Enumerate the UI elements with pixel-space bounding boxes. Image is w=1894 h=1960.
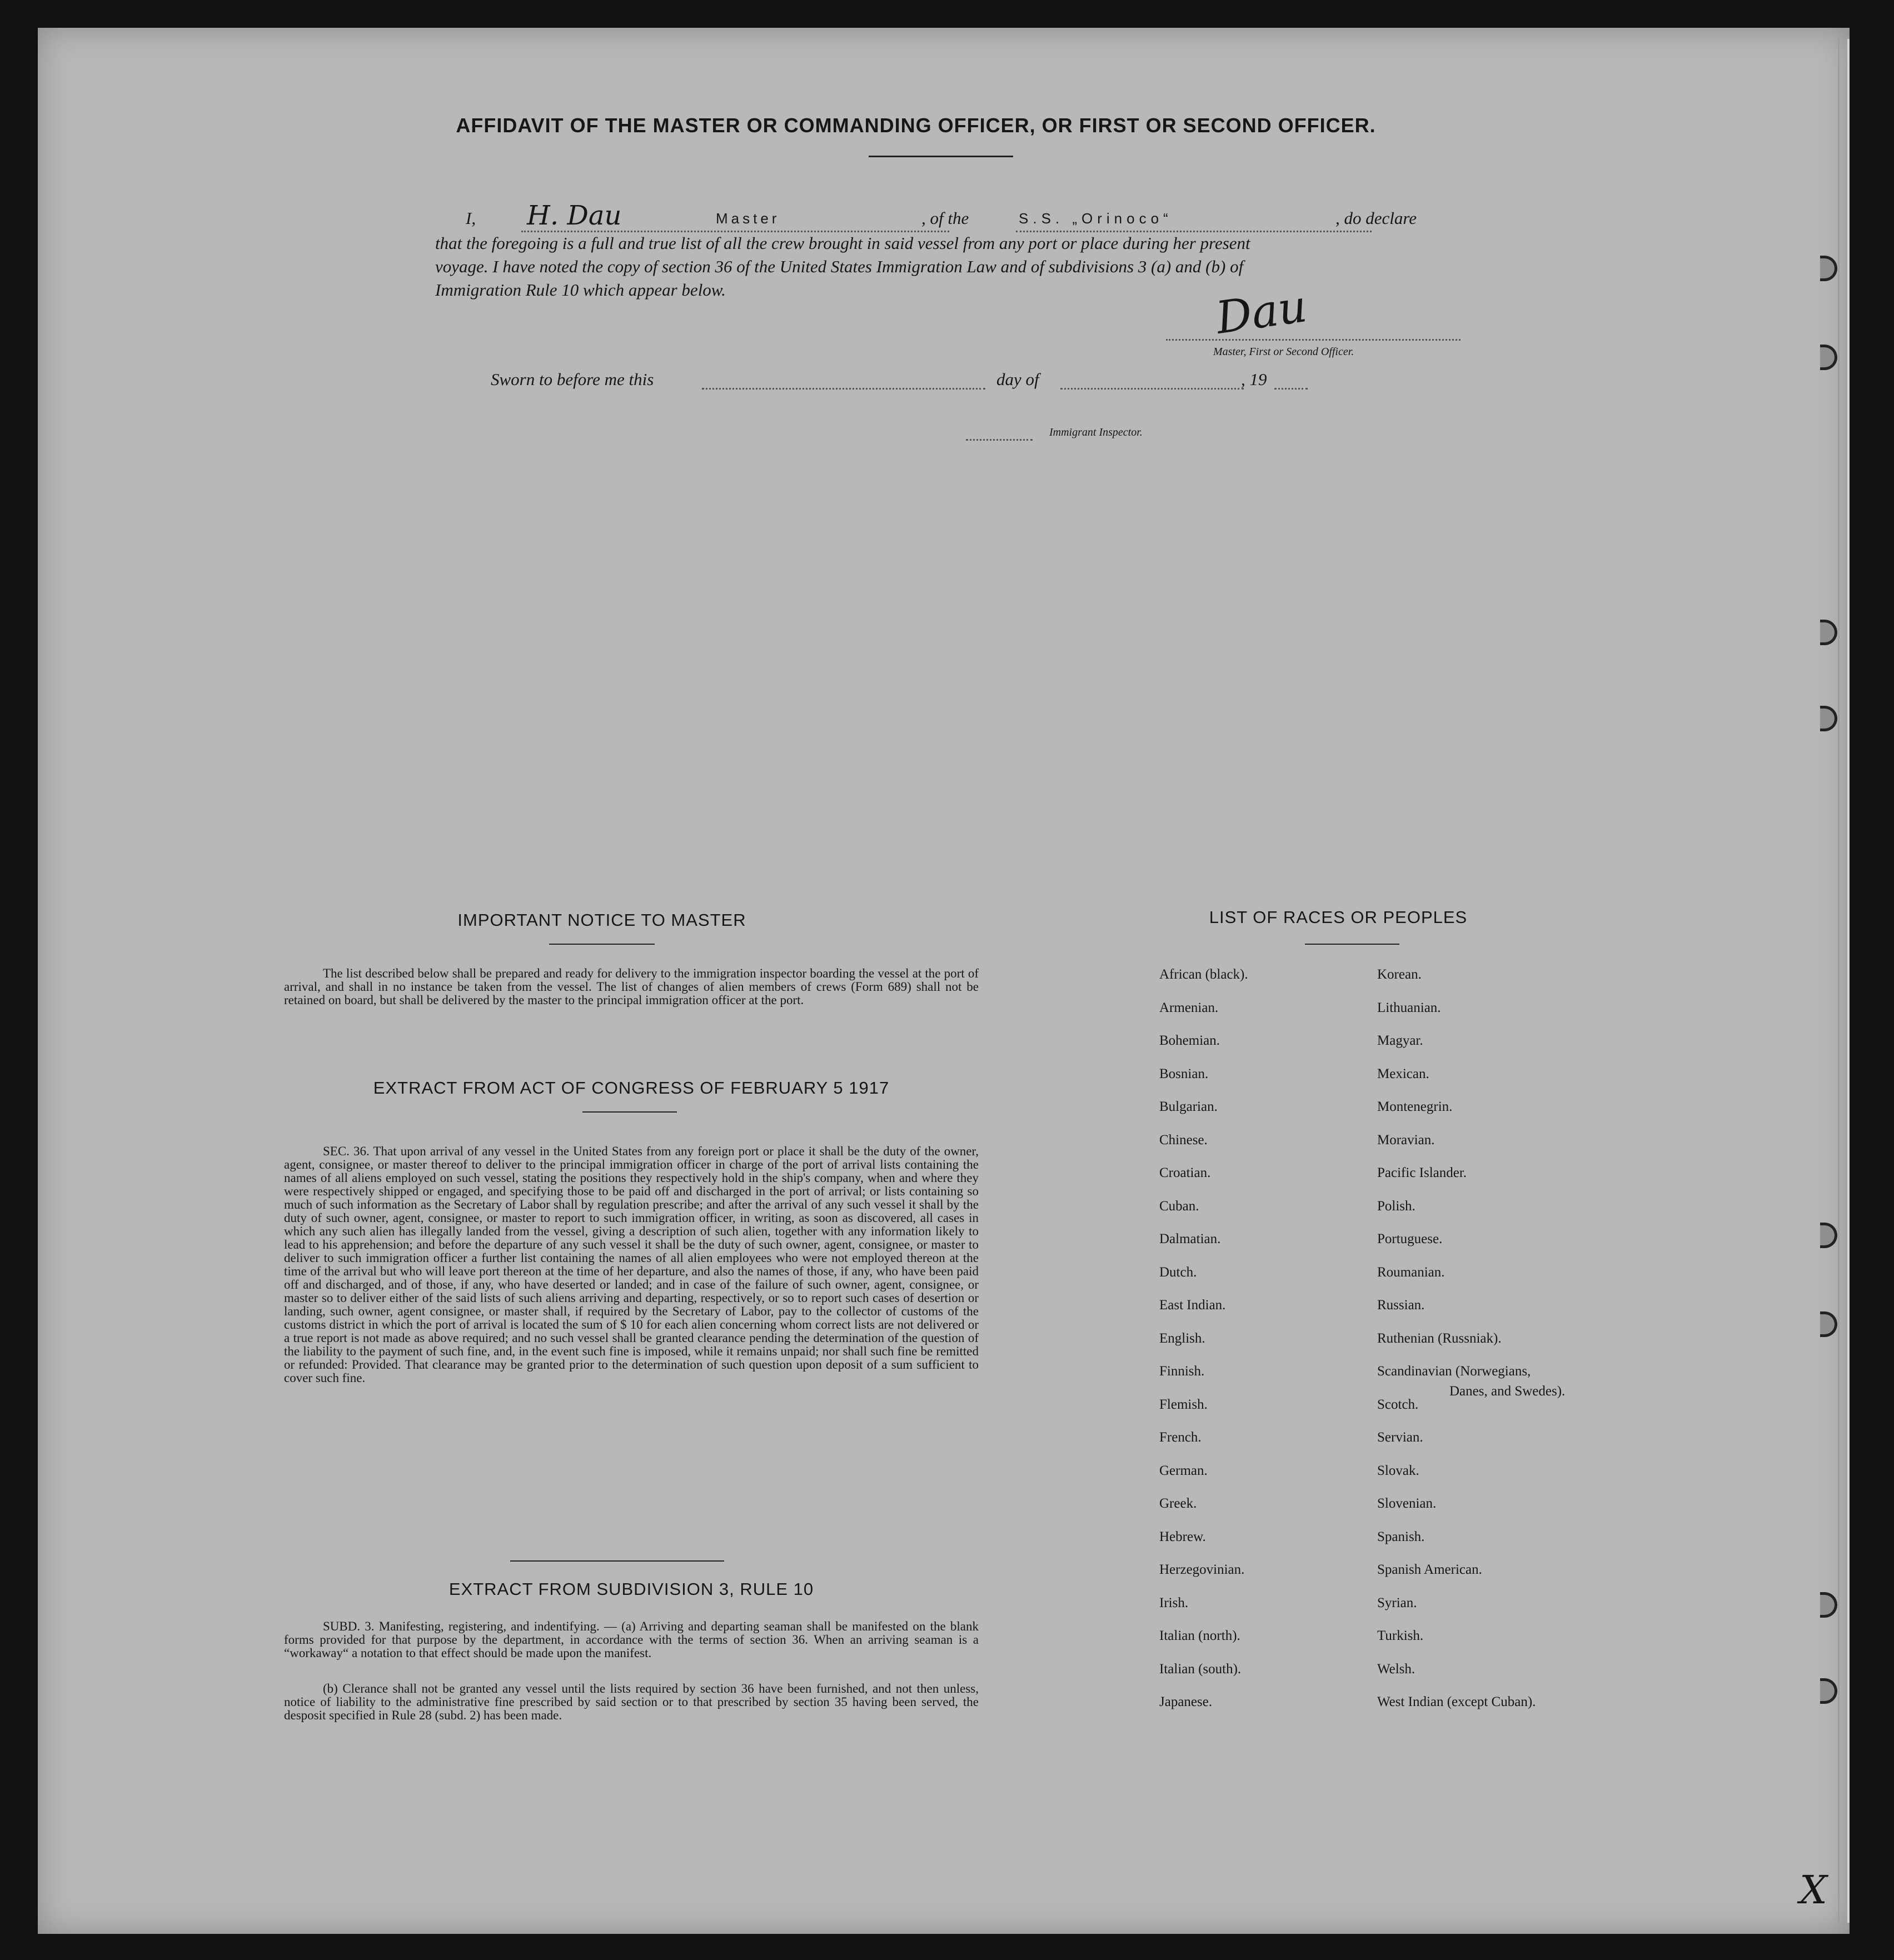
race-item: Montenegrin. — [1377, 1099, 1453, 1114]
rank-typed: Master — [716, 210, 780, 227]
race-item: Hebrew. — [1159, 1529, 1206, 1544]
extract-act-text: SEC. 36. That upon arrival of any vessel in the United States from any foreign port or place it shall be the duty of the owner, agent, consignee, or master thereof to deliver to the principal immigration officer in charge of the port of arrival lists containing the names of all aliens employed on such vessel, stating the positions they respectively hold in the ship's company, when and where they were respectively shipped or engaged, and specifying those to be paid off and discharged in the port of arrival; or lists containing so much of such information as the Secretary of Labor shall by regulation prescribe; and after the arrival of any such vessel it shall by the duty of such owner, agent, consignee, or master to report to such immigration officer, in writing, as soon as discovered, all cases in which any such alien has illegally landed from the vessel, giving a description of such alien, together with any information likely to lead to his apprehension; and before the departure of any such vessel it shall be the duty of such owner, agent, consignee, or master to deliver to such immigration officer a further list containing the names of all alien employees who were not employed thereon at the time of the arrival but who will leave port thereon at the time of her departure, and also the names of those, if any, who have been paid off and discharged, and of those, if any, who have deserted or landed; and in case of the failure of such owner, agent, consignee, or master so to deliver either of the said lists of such aliens arriving and departing, respectively, or so to report such cases of desertion or landing, such owner, agent consignee, or master shall, if required by the Secretary of Labor, pay to the collector of customs of the customs district in which the port of arrival is located the sum of $ 10 for each alien concerning whom correct lists are not delivered or a true report is not made as above required; and no such vessel shall be granted clearance pending the determination of the question of the liability to the payment of such fine, and, in the event such fine is imposed, while it remains unpaid; nor shall such fine be remitted or refunded: Provided. That clearance may be granted prior to the determination of such question upon deposit of a sum sufficient to cover such fine. — [284, 1144, 979, 1385]
divider — [582, 1111, 677, 1113]
race-item: West Indian (except Cuban). — [1377, 1694, 1536, 1709]
blank-line — [1016, 231, 1372, 232]
affidavit-title: AFFIDAVIT OF THE MASTER OR COMMANDING OFFICER, OR FIRST OR SECOND OFFICER. — [456, 114, 1376, 137]
binder-hole — [1820, 706, 1837, 731]
race-item: Finnish. — [1159, 1364, 1205, 1379]
binder-hole — [1820, 1678, 1837, 1704]
race-item: Portuguese. — [1377, 1231, 1443, 1246]
race-item: Slovak. — [1377, 1463, 1419, 1478]
race-item: Bosnian. — [1159, 1066, 1209, 1081]
affidavit-line3: voyage. I have noted the copy of section 36 of the United States Immigration Law and of subdivisions 3 (a) and (b) of — [435, 257, 1244, 276]
extract-rule-text-b: (b) Clerance shall not be granted any vessel until the lists required by section 36 have been furnished, and not then unless, notice of liability to the administrative fine prescribed by said section or to that prescribed by section 35 having been served, the desposit specified in Rule 28 (subd. 2) has been made. — [284, 1682, 979, 1722]
extract-rule-text-a: SUBD. 3. Manifesting, registering, and indentifying. — (a) Arriving and departing seaman shall be manifested on the blank forms provided for that purpose by the department, in accordance with the terms of section 36. When an arriving seaman is a “workaway“ a notation to that effect should be made upon the manifest. — [284, 1619, 979, 1660]
race-item: Greek. — [1159, 1496, 1197, 1511]
affidavit-line2: that the foregoing is a full and true list of all the crew brought in said vessel from any port or place during her present — [435, 233, 1250, 253]
affidavit-line4: Immigration Rule 10 which appear below. — [435, 280, 726, 300]
inspector-caption: Immigrant Inspector. — [1049, 426, 1143, 438]
binder-hole — [1820, 1592, 1837, 1618]
sworn-month-blank — [1060, 388, 1244, 390]
races-title: LIST OF RACES OR PEOPLES — [1209, 907, 1468, 927]
race-item: Magyar. — [1377, 1033, 1423, 1048]
corner-mark: X — [1800, 1867, 1827, 1913]
declare-label: , do declare — [1335, 208, 1417, 228]
race-item: Dalmatian. — [1159, 1231, 1221, 1246]
race-item: Italian (north). — [1159, 1628, 1240, 1643]
binder-hole — [1820, 256, 1837, 281]
race-item: Japanese. — [1159, 1694, 1213, 1709]
races-item-continuation: Danes, and Swedes). — [1449, 1384, 1566, 1399]
race-item: Scandinavian (Norwegians, — [1377, 1364, 1531, 1379]
race-item: Chinese. — [1159, 1132, 1208, 1148]
of-the-label: , of the — [921, 208, 969, 228]
binder-hole — [1820, 345, 1837, 370]
affidavit-line1-prefix: I, — [466, 208, 476, 228]
race-item: English. — [1159, 1330, 1205, 1346]
vessel-name: S.S. „Orinoco“ — [1019, 210, 1173, 227]
race-item: Polish. — [1377, 1198, 1415, 1214]
race-item: French. — [1159, 1430, 1202, 1445]
race-item: Dutch. — [1159, 1264, 1197, 1280]
race-item: East Indian. — [1159, 1298, 1226, 1313]
day-of-label: day of — [996, 370, 1039, 389]
divider — [869, 156, 1013, 157]
race-item: Russian. — [1377, 1298, 1425, 1313]
race-item: Scotch. — [1377, 1397, 1419, 1412]
race-item: Welsh. — [1377, 1661, 1415, 1677]
race-item: Bohemian. — [1159, 1033, 1220, 1048]
race-item: Moravian. — [1377, 1132, 1435, 1148]
race-item: Pacific Islander. — [1377, 1165, 1467, 1180]
page-edge — [1847, 39, 1850, 1923]
race-item: Korean. — [1377, 967, 1422, 982]
race-item: Mexican. — [1377, 1066, 1429, 1081]
race-item: Slovenian. — [1377, 1496, 1437, 1511]
notice-title: IMPORTANT NOTICE TO MASTER — [457, 910, 746, 930]
race-item: Flemish. — [1159, 1397, 1208, 1412]
page-edge-line — [1838, 39, 1840, 1923]
race-item: Syrian. — [1377, 1595, 1417, 1610]
year-label: , 19 — [1241, 370, 1267, 389]
race-item: German. — [1159, 1463, 1208, 1478]
signature: Dau — [1213, 280, 1310, 344]
binder-hole — [1820, 620, 1837, 645]
signature-caption: Master, First or Second Officer. — [1213, 346, 1354, 358]
divider — [1305, 944, 1399, 945]
inspector-line — [966, 439, 1033, 441]
race-item: Croatian. — [1159, 1165, 1211, 1180]
sworn-year-blank — [1274, 388, 1308, 390]
race-item: African (black). — [1159, 967, 1248, 982]
sworn-label: Sworn to before me this — [491, 370, 654, 389]
extract-rule-title: EXTRACT FROM SUBDIVISION 3, RULE 10 — [448, 1579, 814, 1599]
race-item: Servian. — [1377, 1430, 1423, 1445]
race-item: Turkish. — [1377, 1628, 1424, 1643]
race-item: Ruthenian (Russniak). — [1377, 1330, 1502, 1346]
race-item: Bulgarian. — [1159, 1099, 1218, 1114]
race-item: Armenian. — [1159, 1000, 1219, 1015]
race-item: Cuban. — [1159, 1198, 1199, 1214]
notice-text: The list described below shall be prepared and ready for delivery to the immigration inspector boarding the vessel at the port of arrival, and shall in no instance be taken from the vessel. The list of changes of alien members of crews (Form 689) shall not be retained on board, but shall be delivered by the master to the principal immigration officer at the port. — [284, 966, 979, 1007]
race-item: Lithuanian. — [1377, 1000, 1441, 1015]
signature-line — [1166, 339, 1461, 341]
race-item: Roumanian. — [1377, 1264, 1445, 1280]
race-item: Spanish American. — [1377, 1562, 1482, 1577]
sworn-date-blank — [702, 388, 985, 390]
race-item: Herzegovinian. — [1159, 1562, 1245, 1577]
extract-act-title: EXTRACT FROM ACT OF CONGRESS OF FEBRUARY 5 1917 — [373, 1078, 890, 1098]
race-item: Irish. — [1159, 1595, 1189, 1610]
document-page — [38, 28, 1850, 1934]
race-item: Spanish. — [1377, 1529, 1425, 1544]
master-name-handwritten: H. Dau — [527, 200, 622, 231]
divider — [549, 944, 655, 945]
blank-line — [521, 231, 949, 232]
race-item: Italian (south). — [1159, 1661, 1242, 1677]
binder-hole — [1820, 1223, 1837, 1248]
binder-hole — [1820, 1311, 1837, 1337]
